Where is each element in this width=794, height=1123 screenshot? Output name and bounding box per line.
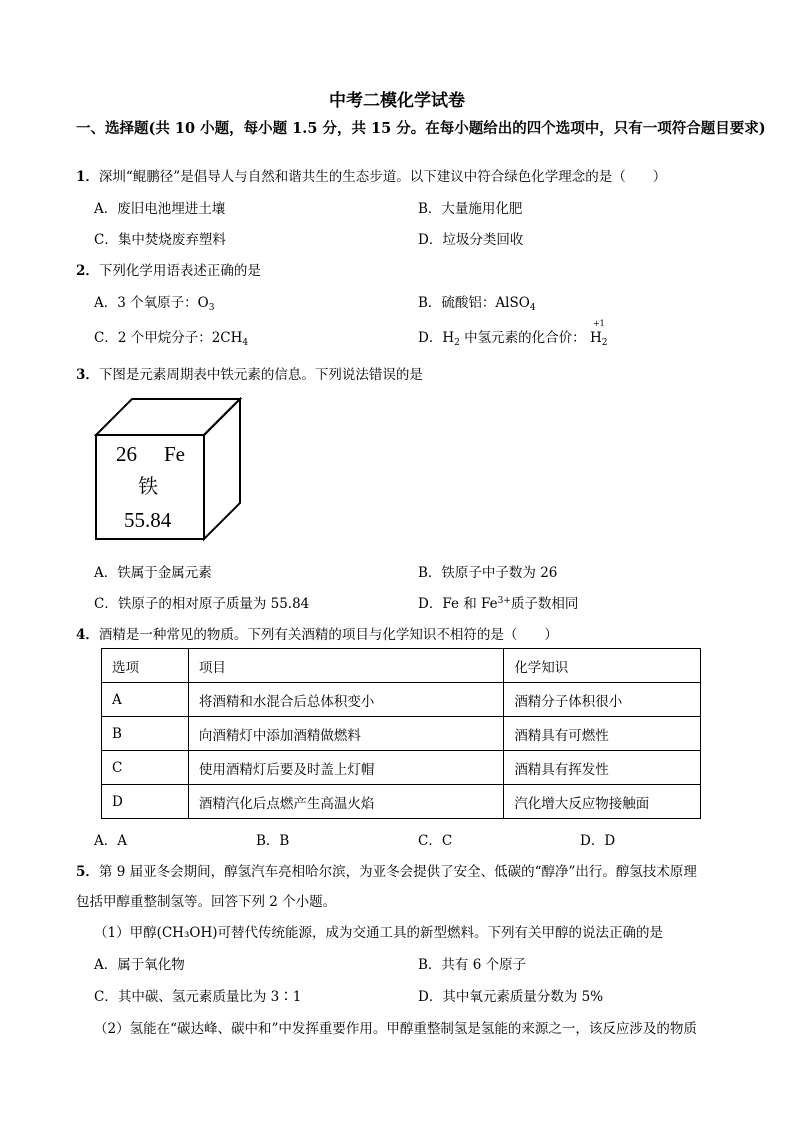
question-1 — [76, 165, 666, 185]
option-text: B．硫酸铝：AlSO — [418, 295, 530, 311]
question-text: 第 9 届亚冬会期间，醇氢汽车亮相哈尔滨，为亚冬会提供了安全、低碳的“醇净”出行。醇氢技术原理 — [98, 864, 697, 880]
question-5 — [76, 860, 697, 880]
table-cell: A — [102, 683, 189, 717]
q4-option-b: B．B — [256, 833, 290, 849]
table-header-row — [102, 649, 701, 683]
q3-option-b: B．铁原子中子数为 26 — [418, 565, 558, 581]
q5-option-d: D．其中氧元素质量分数为 5% — [418, 989, 604, 1005]
option-text: 质子数相同 — [510, 596, 579, 612]
subscript: 2 — [454, 338, 460, 348]
q1-option-d: D．垃圾分类回收 — [418, 232, 524, 248]
page-title: 中考二模化学试卷 — [329, 91, 465, 111]
table-cell: 酒精汽化后点燃产生高温火焰 — [188, 785, 503, 819]
q1-option-c: C．集中焚烧废弃塑料 — [94, 232, 226, 248]
question-4 — [76, 623, 558, 643]
table-cell: 将酒精和水混合后总体积变小 — [188, 683, 503, 717]
question-text: 酒精是一种常见的物质。下列有关酒精的项目与化学知识不相符的是（ ） — [98, 627, 558, 643]
table-cell: B — [102, 717, 189, 751]
section-heading: 一、选择题(共 10 小题，每小题 1.5 分，共 15 分。在每小题给出的四个选项中，只有一项符合题目要求) — [76, 120, 766, 137]
table-cell: 汽化增大反应物接触面 — [504, 785, 701, 819]
q2-option-a — [94, 291, 214, 313]
q1-option-a: A．废旧电池埋进土壤 — [94, 201, 226, 217]
table-cell: D — [102, 785, 189, 819]
element-name: 铁 — [138, 474, 158, 498]
q5-option-a: A．属于氧化物 — [94, 957, 185, 973]
formula: H — [589, 330, 602, 346]
table-row — [102, 717, 701, 751]
q4-table — [101, 648, 701, 819]
question-5-part-2: （2）氢能在“碳达峰、碳中和”中发挥重要作用。甲醇重整制氢是氢能的来源之一，该反应涉及的物质 — [94, 1021, 697, 1037]
q2-option-c — [94, 326, 248, 348]
option-text: A．3 个氧原子：O — [94, 295, 209, 311]
q3-option-a: A．铁属于金属元素 — [94, 565, 212, 581]
q5-option-c: C．其中碳、氢元素质量比为 3∶1 — [94, 989, 302, 1005]
q2-option-b — [418, 291, 536, 313]
table-header: 项目 — [188, 649, 503, 683]
table-cell: C — [102, 751, 189, 785]
subscript: 2 — [601, 338, 608, 348]
table-cell: 酒精分子体积很小 — [504, 683, 701, 717]
question-text: 下列化学用语表述正确的是 — [98, 263, 261, 279]
q3-option-d — [418, 592, 578, 612]
table-cell: 酒精具有挥发性 — [504, 751, 701, 785]
option-text: D．H — [418, 330, 455, 346]
question-3 — [76, 363, 423, 383]
subscript: 4 — [242, 338, 249, 348]
q1-option-b: B．大量施用化肥 — [418, 201, 523, 217]
table-row — [102, 751, 701, 785]
q4-option-d: D．D — [580, 833, 616, 849]
table-cell: 向酒精灯中添加酒精做燃料 — [188, 717, 503, 751]
option-text: 中氢元素的化合价： — [459, 330, 586, 346]
q2-option-d — [418, 319, 608, 348]
subscript: 4 — [529, 303, 536, 313]
table-row — [102, 683, 701, 717]
table-cell: 酒精具有可燃性 — [504, 717, 701, 751]
table-header: 选项 — [102, 649, 189, 683]
q4-option-c: C．C — [418, 833, 453, 849]
valence-mark: +1 — [592, 319, 605, 328]
option-text: D．Fe 和 Fe — [418, 596, 498, 612]
question-text: 深圳“鲲鹏径”是倡导人与自然和谐共生的生态步道。以下建议中符合绿色化学理念的是（ ） — [98, 169, 667, 185]
option-text: C．2 个甲烷分子：2CH — [94, 330, 243, 346]
subscript: 3 — [208, 303, 215, 313]
element-cell-diagram — [94, 397, 244, 542]
question-number: 2． — [76, 263, 99, 279]
question-number: 1． — [76, 169, 99, 185]
valence-formula — [589, 319, 608, 348]
question-number: 5． — [76, 864, 99, 880]
cube-side-face — [204, 399, 240, 539]
table-cell: 使用酒精灯后要及时盖上灯帽 — [188, 751, 503, 785]
element-symbol: Fe — [164, 442, 185, 466]
q5-option-b: B．共有 6 个原子 — [418, 957, 527, 973]
question-text: 下图是元素周期表中铁元素的信息。下列说法错误的是 — [98, 367, 423, 383]
atomic-mass: 55.84 — [124, 508, 172, 532]
q3-option-c: C．铁原子的相对原子质量为 55.84 — [94, 596, 310, 612]
table-row — [102, 785, 701, 819]
question-2 — [76, 259, 261, 279]
q4-option-a: A．A — [94, 833, 127, 849]
atomic-number: 26 — [116, 442, 137, 466]
question-number: 4． — [76, 627, 99, 643]
question-number: 3． — [76, 367, 99, 383]
table-header: 化学知识 — [504, 649, 701, 683]
question-5-cont: 包括甲醇重整制氢等。回答下列 2 个小题。 — [76, 894, 337, 910]
superscript: 3+ — [497, 596, 511, 606]
cube-top-face — [96, 399, 240, 435]
question-5-part-1: （1）甲醇(CH₃OH)可替代传统能源，成为交通工具的新型燃料。下列有关甲醇的说法正确的是 — [94, 925, 663, 941]
